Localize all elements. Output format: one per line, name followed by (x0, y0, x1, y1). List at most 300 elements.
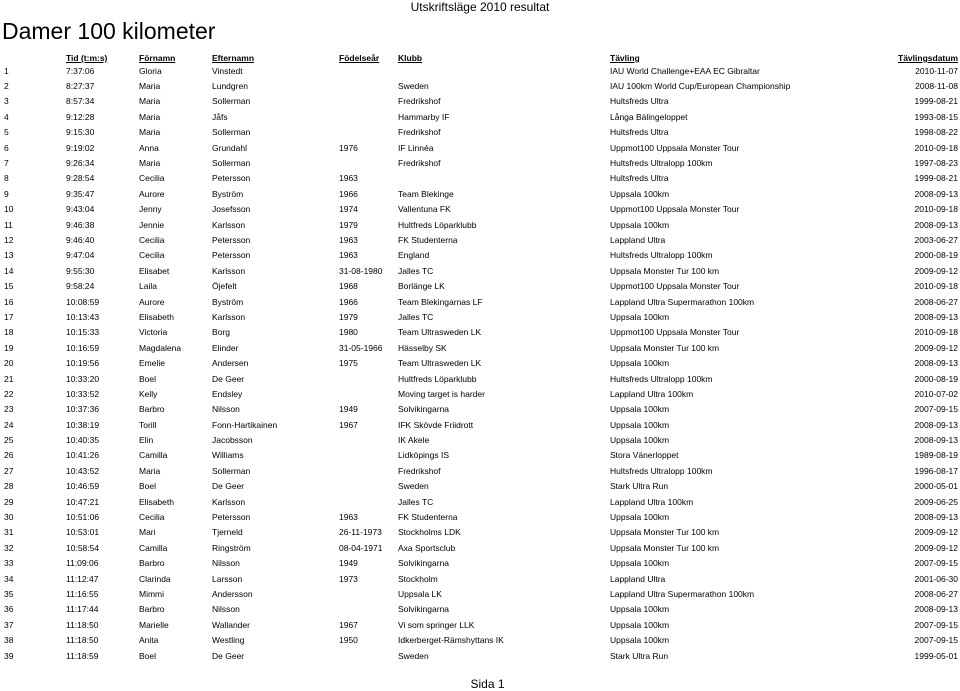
cell-race-date: 2008-06-27 (914, 296, 958, 307)
cell-rank: 5 (4, 127, 9, 138)
cell-time: 10:13:43 (66, 311, 100, 322)
cell-club: Sweden (398, 650, 429, 661)
cell-time: 9:35:47 (66, 188, 95, 199)
cell-lastname: Byström (212, 188, 244, 199)
cell-birthyear: 1963 (339, 250, 358, 261)
cell-race: Uppsala 100km (610, 435, 670, 446)
cell-lastname: Öjefelt (212, 281, 237, 292)
cell-rank: 34 (4, 573, 14, 584)
cell-race: Lappland Ultra 100km (610, 496, 694, 507)
cell-birthyear: 1963 (339, 234, 358, 245)
table-row (0, 171, 958, 186)
cell-race: Lappland Ultra (610, 573, 666, 584)
cell-race: Hultsfreds Ultra (610, 173, 669, 184)
cell-club: FK Studenterna (398, 512, 458, 523)
cell-time: 9:28:54 (66, 173, 95, 184)
cell-time: 10:41:26 (66, 450, 100, 461)
cell-race: Lappland Ultra 100km (610, 388, 694, 399)
print-header: Utskriftsläge 2010 resultat (410, 0, 550, 14)
cell-race: IAU 100km World Cup/European Championship (610, 81, 791, 92)
table-header-row (0, 48, 958, 63)
cell-club: Team Blekinge (398, 188, 454, 199)
cell-firstname: Maria (139, 81, 161, 92)
cell-firstname: Emelie (139, 358, 165, 369)
cell-lastname: Petersson (212, 234, 251, 245)
cell-time: 9:47:04 (66, 250, 95, 261)
cell-lastname: Byström (212, 296, 244, 307)
cell-lastname: Ringström (212, 542, 251, 553)
cell-race-date: 2008-11-08 (915, 81, 958, 92)
cell-birthyear: 1949 (339, 404, 358, 415)
cell-lastname: Endsley (212, 388, 243, 399)
cell-club: Hultfreds Löparklubb (398, 373, 477, 384)
cell-race-date: 2009-09-12 (914, 265, 958, 276)
cell-birthyear (339, 155, 398, 170)
cell-race-date: 2010-09-18 (914, 204, 958, 215)
cell-club: FK Studenterna (398, 234, 458, 245)
cell-race-date: 2009-09-12 (914, 342, 958, 353)
cell-time: 10:16:59 (66, 342, 100, 353)
cell-birthyear: 31-05-1966 (339, 342, 383, 353)
cell-birthyear: 31-08-1980 (339, 265, 383, 276)
table-row (0, 494, 958, 509)
cell-club: Solvikingarna (398, 558, 450, 569)
cell-race-date: 2008-09-13 (914, 435, 958, 446)
cell-firstname: Anna (139, 142, 159, 153)
cell-race: Hultsfreds Ultralopp 100km (610, 158, 713, 169)
cell-race: Uppsala 100km (610, 635, 670, 646)
table-row (0, 202, 958, 217)
table-row (0, 525, 958, 540)
cell-race-date: 2010-09-18 (914, 142, 958, 153)
cell-time: 10:51:06 (66, 512, 100, 523)
cell-rank: 24 (4, 419, 14, 430)
cell-firstname: Gloria (139, 65, 162, 76)
cell-race: Uppsala 100km (610, 619, 670, 630)
cell-time: 9:43:04 (66, 204, 95, 215)
cell-lastname: Jåfs (212, 111, 228, 122)
cell-race: Uppsala 100km (610, 419, 670, 430)
cell-race: Uppsala 100km (610, 188, 670, 199)
cell-birthyear (339, 94, 398, 109)
cell-race: Hultsfreds Ultralopp 100km (610, 373, 713, 384)
table-row (0, 386, 958, 401)
cell-race: Uppsala 100km (610, 311, 670, 322)
cell-race-date: 2007-09-15 (914, 635, 958, 646)
cell-race: Uppsala 100km (610, 604, 670, 615)
cell-race: Stark Ultra Run (610, 481, 669, 492)
cell-rank: 32 (4, 542, 14, 553)
cell-lastname: Sollerman (212, 465, 251, 476)
table-row (0, 448, 958, 463)
cell-rank: 19 (4, 342, 14, 353)
cell-birthyear: 1967 (339, 419, 358, 430)
cell-firstname: Camilla (139, 450, 168, 461)
cell-club: Lidköpings IS (398, 450, 450, 461)
cell-lastname: Sollerman (212, 127, 251, 138)
cell-rank: 12 (4, 234, 14, 245)
cell-rank: 15 (4, 281, 14, 292)
cell-rank: 8 (4, 173, 9, 184)
table-row (0, 125, 958, 140)
cell-club: Hultfreds Löparklubb (398, 219, 477, 230)
cell-time: 9:46:38 (66, 219, 95, 230)
table-row (0, 648, 958, 663)
table-row (0, 402, 958, 417)
page-number: Sida 1 (470, 677, 505, 691)
cell-birthyear: 1980 (339, 327, 358, 338)
cell-birthyear (339, 494, 398, 509)
cell-lastname: Karlsson (212, 265, 246, 276)
cell-firstname: Jennie (139, 219, 165, 230)
cell-lastname: Larsson (212, 573, 243, 584)
cell-firstname: Boel (139, 650, 157, 661)
cell-firstname: Anita (139, 635, 159, 646)
cell-firstname: Elisabeth (139, 496, 174, 507)
cell-club: Jalles TC (398, 496, 434, 507)
cell-rank: 6 (4, 142, 9, 153)
cell-time: 9:12:28 (66, 111, 95, 122)
cell-lastname: Andersson (212, 588, 253, 599)
cell-race-date: 1996-08-17 (914, 465, 958, 476)
cell-time: 9:46:40 (66, 234, 95, 245)
cell-firstname: Victoria (139, 327, 168, 338)
cell-firstname: Maria (139, 111, 161, 122)
col-header-birthyear: Födelseår (339, 53, 380, 63)
col-header-time: Tid (t:m:s) (66, 53, 108, 63)
cell-firstname: Elisabet (139, 265, 170, 276)
cell-rank: 38 (4, 635, 14, 646)
cell-race: Uppmot100 Uppsala Monster Tour (610, 142, 740, 153)
cell-rank: 20 (4, 358, 14, 369)
table-row (0, 479, 958, 494)
cell-rank: 37 (4, 619, 14, 630)
cell-birthyear (339, 463, 398, 478)
table-row (0, 217, 958, 232)
table-row (0, 371, 958, 386)
cell-firstname: Magdalena (139, 342, 182, 353)
cell-lastname: De Geer (212, 650, 245, 661)
cell-lastname: Tjerneld (212, 527, 243, 538)
cell-birthyear: 26-11-1973 (339, 527, 382, 538)
cell-firstname: Maria (139, 96, 161, 107)
cell-rank: 36 (4, 604, 14, 615)
cell-club: IK Akele (398, 435, 430, 446)
cell-race-date: 2010-09-18 (914, 327, 958, 338)
cell-race: Stark Ultra Run (610, 650, 669, 661)
cell-time: 8:27:37 (66, 81, 95, 92)
cell-race-date: 2010-11-07 (915, 65, 958, 76)
cell-time: 8:57:34 (66, 96, 95, 107)
table-row (0, 278, 958, 293)
cell-race: Lappland Ultra Supermarathon 100km (610, 296, 755, 307)
cell-race: Långa Bälingeloppet (610, 111, 688, 122)
cell-race: Uppmot100 Uppsala Monster Tour (610, 327, 740, 338)
cell-rank: 1 (4, 65, 9, 76)
table-row (0, 432, 958, 447)
table-row (0, 309, 958, 324)
cell-race-date: 2000-08-19 (914, 250, 958, 261)
cell-club: Sweden (398, 81, 429, 92)
cell-lastname: Karlsson (212, 496, 246, 507)
cell-club: Idkerberget-Rämshyttans IK (398, 635, 504, 646)
cell-rank: 14 (4, 265, 14, 276)
cell-race-date: 2009-09-12 (914, 527, 958, 538)
table-row (0, 556, 958, 571)
cell-club: Stockholm (398, 573, 438, 584)
table-row (0, 248, 958, 263)
cell-time: 9:19:02 (66, 142, 95, 153)
cell-race: Uppsala 100km (610, 219, 670, 230)
cell-birthyear: 1963 (339, 173, 358, 184)
table-body (0, 63, 958, 663)
cell-firstname: Barbro (139, 604, 165, 615)
cell-race-date: 2010-07-02 (914, 388, 958, 399)
cell-lastname: Lundgren (212, 81, 248, 92)
cell-club (398, 171, 610, 186)
table-row (0, 509, 958, 524)
cell-lastname: Josefsson (212, 204, 251, 215)
cell-lastname: Nilsson (212, 604, 240, 615)
cell-firstname: Kelly (139, 388, 158, 399)
cell-rank: 25 (4, 435, 14, 446)
cell-rank: 16 (4, 296, 14, 307)
cell-race: Uppmot100 Uppsala Monster Tour (610, 204, 740, 215)
table-row (0, 78, 958, 93)
cell-race-date: 1993-08-15 (914, 111, 958, 122)
cell-time: 7:37:06 (66, 65, 95, 76)
cell-firstname: Mari (139, 527, 156, 538)
table-row (0, 325, 958, 340)
cell-club (398, 63, 610, 78)
cell-birthyear: 08-04-1971 (339, 542, 383, 553)
cell-firstname: Barbro (139, 404, 165, 415)
table-row (0, 294, 958, 309)
cell-birthyear (339, 386, 398, 401)
cell-rank: 30 (4, 512, 14, 523)
cell-rank: 21 (4, 373, 14, 384)
cell-birthyear (339, 371, 398, 386)
cell-lastname: Elinder (212, 342, 239, 353)
cell-race-date: 2008-09-13 (914, 311, 958, 322)
cell-firstname: Laila (139, 281, 157, 292)
table-row (0, 140, 958, 155)
table-row (0, 632, 958, 647)
table-row (0, 340, 958, 355)
cell-race: Lappland Ultra Supermarathon 100km (610, 588, 755, 599)
cell-club: Borlänge LK (398, 281, 445, 292)
cell-club: Team Ultrasweden LK (398, 358, 482, 369)
cell-birthyear (339, 602, 398, 617)
cell-race: Uppsala Monster Tur 100 km (610, 527, 720, 538)
cell-firstname: Cecilia (139, 250, 165, 261)
cell-rank: 23 (4, 404, 14, 415)
cell-rank: 9 (4, 188, 9, 199)
cell-club: Vi som springer LLK (398, 619, 475, 630)
col-header-lastname: Efternamn (212, 53, 255, 63)
cell-race: IAU World Challenge+EAA EC Gibraltar (610, 65, 760, 76)
cell-birthyear (339, 479, 398, 494)
cell-lastname: Petersson (212, 512, 251, 523)
cell-rank: 39 (4, 650, 14, 661)
cell-firstname: Torill (139, 419, 157, 430)
cell-time: 10:38:19 (66, 419, 100, 430)
cell-birthyear: 1963 (339, 512, 358, 523)
cell-race-date: 2008-09-13 (914, 604, 958, 615)
table-row (0, 571, 958, 586)
cell-race-date: 1997-08-23 (914, 158, 958, 169)
cell-time: 10:33:20 (66, 373, 100, 384)
cell-rank: 7 (4, 158, 9, 169)
cell-birthyear (339, 586, 398, 601)
cell-time: 11:18:50 (66, 635, 99, 646)
cell-rank: 29 (4, 496, 14, 507)
cell-time: 10:19:56 (66, 358, 100, 369)
col-header-firstname: Förnamn (139, 53, 176, 63)
table-row (0, 586, 958, 601)
cell-firstname: Cecilia (139, 234, 165, 245)
cell-time: 11:12:47 (66, 573, 99, 584)
cell-firstname: Marielle (139, 619, 169, 630)
cell-lastname: Westling (212, 635, 245, 646)
cell-club: IF Linnéa (398, 142, 434, 153)
table-row (0, 109, 958, 124)
cell-birthyear (339, 448, 398, 463)
cell-race: Hultsfreds Ultra (610, 127, 669, 138)
cell-rank: 10 (4, 204, 14, 215)
cell-time: 10:53:01 (66, 527, 100, 538)
cell-club: Team Ultrasweden LK (398, 327, 482, 338)
table-row (0, 617, 958, 632)
page-title: Damer 100 kilometer (2, 18, 216, 44)
cell-race: Hultsfreds Ultralopp 100km (610, 465, 713, 476)
cell-club: England (398, 250, 430, 261)
cell-lastname: Jacobsson (212, 435, 253, 446)
cell-race-date: 2008-09-13 (914, 188, 958, 199)
cell-club: Jalles TC (398, 265, 434, 276)
cell-birthyear: 1968 (339, 281, 358, 292)
cell-lastname: Borg (212, 327, 230, 338)
cell-rank: 13 (4, 250, 14, 261)
cell-race: Stora Vänerloppet (610, 450, 679, 461)
cell-race-date: 2007-09-15 (914, 619, 958, 630)
cell-lastname: Nilsson (212, 404, 240, 415)
cell-race-date: 1999-05-01 (914, 650, 958, 661)
table-row (0, 417, 958, 432)
cell-lastname: Karlsson (212, 311, 246, 322)
cell-time: 11:17:44 (66, 604, 99, 615)
cell-club: Solvikingarna (398, 404, 450, 415)
cell-race: Uppsala Monster Tur 100 km (610, 542, 720, 553)
cell-club: Fredrikshof (398, 158, 441, 169)
cell-club: Hammarby IF (398, 111, 450, 122)
cell-firstname: Cecilia (139, 512, 165, 523)
table-row (0, 463, 958, 478)
cell-lastname: Sollerman (212, 158, 251, 169)
cell-firstname: Camilla (139, 542, 168, 553)
col-header-club: Klubb (398, 53, 423, 63)
cell-race: Uppsala 100km (610, 404, 670, 415)
cell-rank: 2 (4, 81, 9, 92)
cell-race: Uppsala 100km (610, 512, 670, 523)
cell-race: Uppsala 100km (610, 558, 670, 569)
cell-birthyear (339, 109, 398, 124)
cell-time: 11:16:55 (66, 588, 99, 599)
cell-lastname: Karlsson (212, 219, 246, 230)
cell-club: Vallentuna FK (398, 204, 451, 215)
cell-time: 10:58:54 (66, 542, 100, 553)
cell-birthyear: 1975 (339, 358, 358, 369)
cell-race-date: 1989-08-19 (914, 450, 958, 461)
cell-race-date: 1998-08-22 (914, 127, 958, 138)
cell-race-date: 2007-09-15 (914, 404, 958, 415)
cell-rank: 22 (4, 388, 14, 399)
cell-rank: 4 (4, 111, 9, 122)
cell-race-date: 2000-05-01 (914, 481, 958, 492)
cell-race-date: 2008-09-13 (914, 358, 958, 369)
cell-lastname: Fonn-Hartikainen (212, 419, 278, 430)
table-row (0, 540, 958, 555)
results-table (0, 48, 958, 663)
cell-rank: 3 (4, 96, 9, 107)
cell-race-date: 2008-09-13 (914, 219, 958, 230)
cell-club: Uppsala LK (398, 588, 442, 599)
cell-birthyear: 1966 (339, 188, 358, 199)
table-row (0, 94, 958, 109)
cell-race-date: 2001-06-30 (914, 573, 958, 584)
cell-time: 11:09:06 (66, 558, 99, 569)
cell-time: 10:40:35 (66, 435, 100, 446)
cell-club: Sweden (398, 481, 429, 492)
cell-firstname: Cecilia (139, 173, 165, 184)
col-rank (0, 48, 66, 63)
cell-time: 10:43:52 (66, 465, 100, 476)
cell-rank: 35 (4, 588, 14, 599)
cell-club: Fredrikshof (398, 465, 441, 476)
cell-race-date: 2008-09-13 (914, 419, 958, 430)
table-row (0, 186, 958, 201)
cell-club: Jalles TC (398, 311, 434, 322)
cell-club: Team Blekingarnas LF (398, 296, 483, 307)
cell-firstname: Maria (139, 127, 161, 138)
cell-birthyear: 1949 (339, 558, 358, 569)
cell-birthyear: 1979 (339, 311, 358, 322)
cell-birthyear: 1973 (339, 573, 358, 584)
cell-lastname: Williams (212, 450, 244, 461)
cell-birthyear: 1979 (339, 219, 358, 230)
cell-race-date: 1999-08-21 (914, 96, 958, 107)
cell-rank: 17 (4, 311, 14, 322)
cell-birthyear (339, 432, 398, 447)
cell-race-date: 2009-06-25 (914, 496, 958, 507)
cell-rank: 26 (4, 450, 14, 461)
cell-time: 10:46:59 (66, 481, 100, 492)
cell-lastname: Petersson (212, 250, 251, 261)
cell-birthyear (339, 125, 398, 140)
table-row (0, 602, 958, 617)
cell-birthyear (339, 78, 398, 93)
cell-race: Hultsfreds Ultra (610, 96, 669, 107)
cell-birthyear: 1966 (339, 296, 358, 307)
cell-time: 11:18:59 (66, 650, 99, 661)
cell-race: Hultsfreds Ultralopp 100km (610, 250, 713, 261)
cell-lastname: Grundahl (212, 142, 247, 153)
cell-race: Uppmot100 Uppsala Monster Tour (610, 281, 740, 292)
cell-race-date: 2008-06-27 (914, 588, 958, 599)
cell-firstname: Jenny (139, 204, 162, 215)
cell-rank: 28 (4, 481, 14, 492)
cell-time: 9:15:30 (66, 127, 95, 138)
